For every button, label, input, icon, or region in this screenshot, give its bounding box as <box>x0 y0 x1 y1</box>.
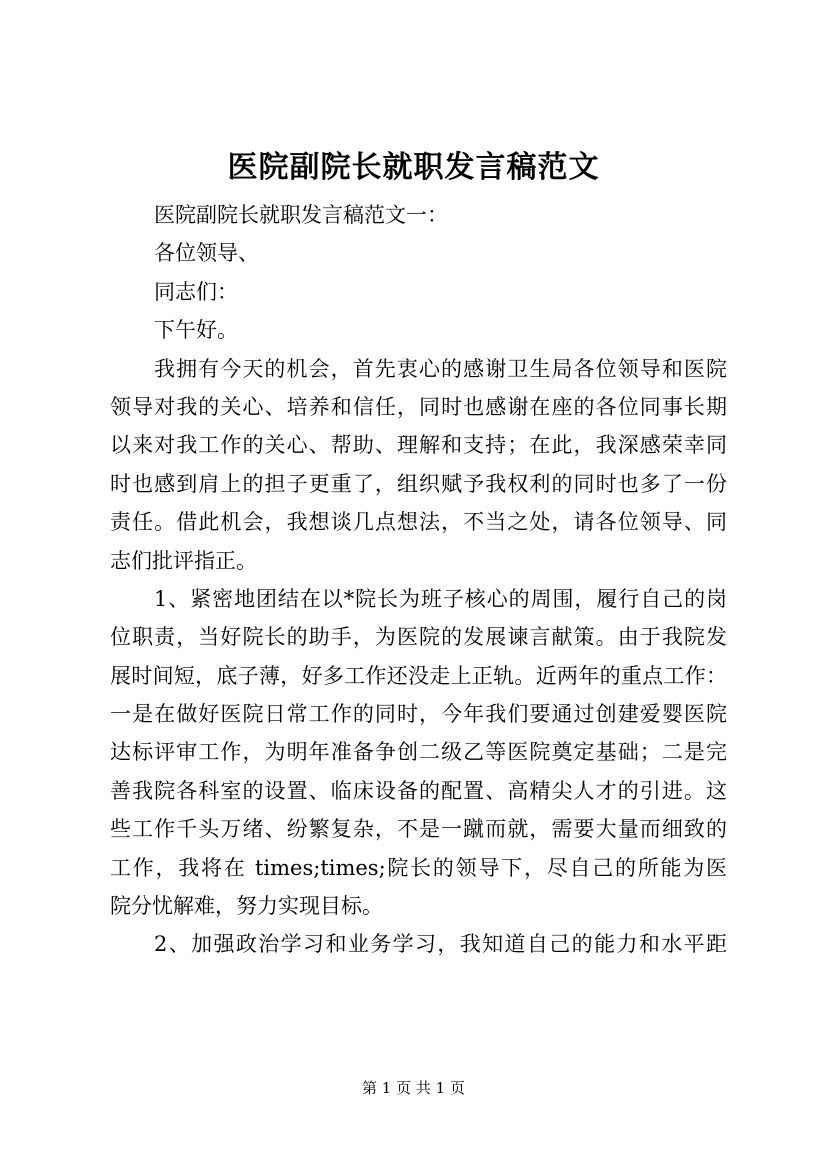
text-line: 责任。借此机会，我想谈几点想法，不当之处，请各位领导、同 <box>110 510 727 535</box>
page-footer: 第 1 页 共 1 页 <box>362 1079 465 1097</box>
document-body <box>110 196 727 964</box>
text-line: 下午好。 <box>154 318 238 343</box>
text-line: 医院副院长就职发言稿范文一： <box>154 203 448 227</box>
text-line: 各位领导、 <box>154 241 259 266</box>
text-line: 工作，我将在 times;times;院长的领导下，尽自己的所能为医 <box>110 855 727 880</box>
text-line: 同志们： <box>154 279 238 304</box>
text-line: 达标评审工作，为明年准备争创二级乙等医院奠定基础；二是完 <box>110 740 727 765</box>
text-line: 些工作千头万绪、纷繁复杂，不是一蹴而就，需要大量而细致的 <box>110 817 727 842</box>
text-line: 2、加强政治学习和业务学习，我知道自己的能力和水平距 <box>154 932 727 957</box>
text-line: 展时间短，底子薄，好多工作还没走上正轨。近两年的重点工作： <box>110 663 727 688</box>
text-line: 以来对我工作的关心、帮助、理解和支持；在此，我深感荣幸同 <box>110 433 727 458</box>
text-line: 1、紧密地团结在以*院长为班子核心的周围，履行自己的岗 <box>154 586 727 611</box>
document-title: 医院副院长就职发言稿范文 <box>227 150 600 185</box>
text-line: 位职责，当好院长的助手，为医院的发展谏言献策。由于我院发 <box>110 625 727 650</box>
text-line: 善我院各科室的设置、临床设备的配置、高精尖人才的引进。这 <box>110 778 727 803</box>
text-line: 志们批评指正。 <box>110 548 257 573</box>
text-line: 一是在做好医院日常工作的同时，今年我们要通过创建爱婴医院 <box>110 702 727 727</box>
text-line: 领导对我的关心、培养和信任，同时也感谢在座的各位同事长期 <box>110 394 727 419</box>
text-line: 院分忧解难，努力实现目标。 <box>110 894 383 919</box>
text-line: 我拥有今天的机会，首先衷心的感谢卫生局各位领导和医院 <box>154 356 727 381</box>
text-line: 时也感到肩上的担子更重了，组织赋予我权利的同时也多了一份 <box>110 471 727 496</box>
